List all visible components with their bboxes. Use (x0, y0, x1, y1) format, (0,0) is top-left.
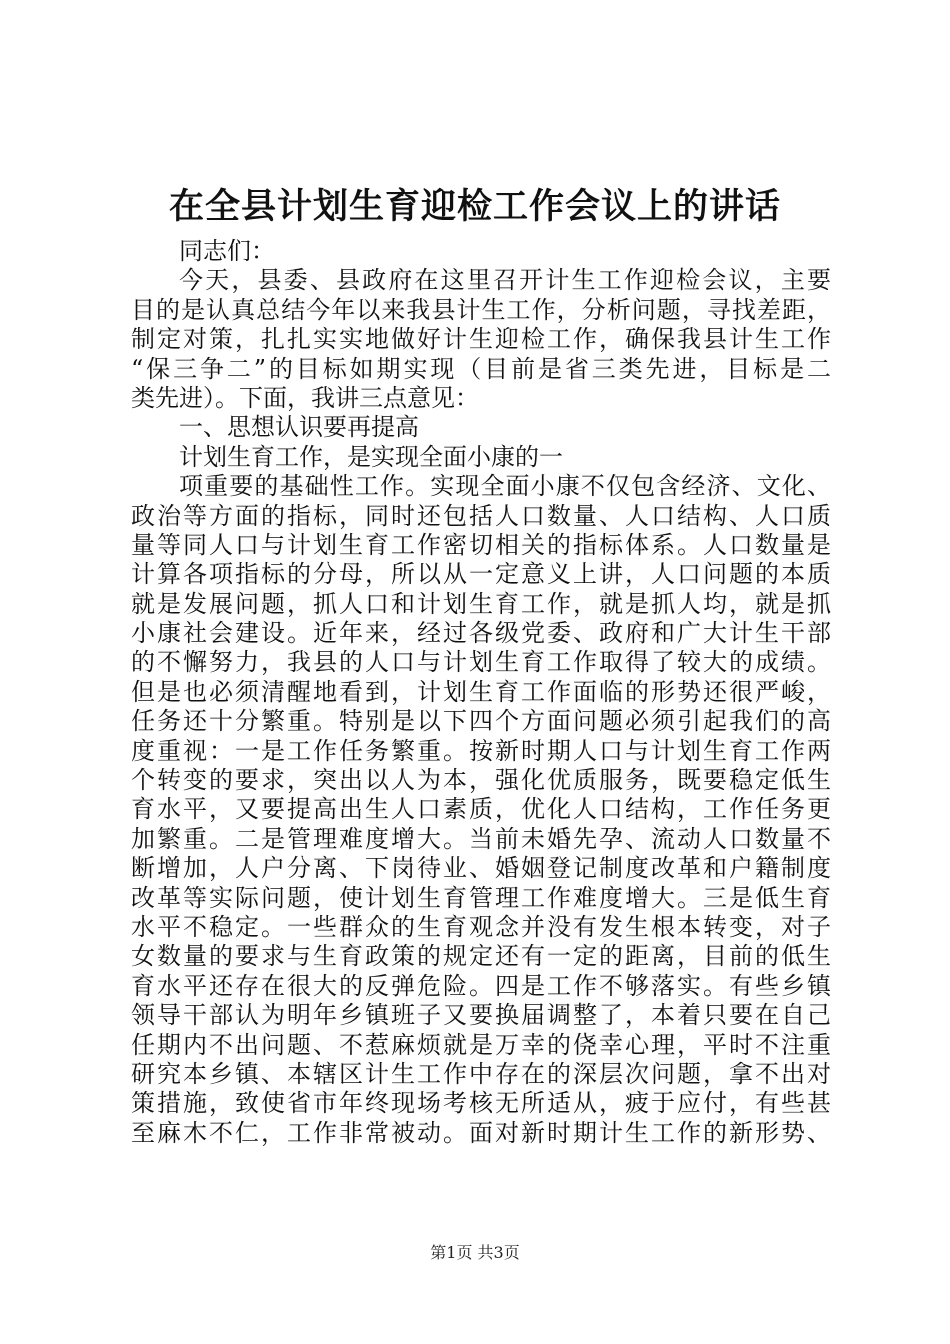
body-line: 目的是认真总结今年以来我县计生工作，分析问题，寻找差距， (131, 295, 831, 324)
body-line: 计划生育工作，是实现全面小康的一 (179, 442, 563, 471)
body-line: 任期内不出问题、不惹麻烦就是万幸的侥幸心理，平时不注重 (131, 1030, 831, 1059)
body-line: 育水平还存在很大的反弹危险。四是工作不够落实。有些乡镇 (131, 971, 831, 1000)
body-line: 度重视：一是工作任务繁重。按新时期人口与计划生育工作两 (131, 736, 831, 765)
body-line: 任务还十分繁重。特别是以下四个方面问题必须引起我们的高 (131, 707, 831, 736)
body-line: 女数量的要求与生育政策的规定还有一定的距离，目前的低生 (131, 942, 831, 971)
body-line: 水平不稳定。一些群众的生育观念并没有发生根本转变，对子 (131, 912, 831, 941)
body-line: 的不懈努力，我县的人口与计划生育工作取得了较大的成绩。 (131, 648, 831, 677)
document-title: 在全县计划生育迎检工作会议上的讲话 (168, 186, 781, 227)
body-line: 策措施，致使省市年终现场考核无所适从，疲于应付，有些甚 (131, 1089, 831, 1118)
document-body (131, 237, 831, 1148)
body-line: “保三争二”的目标如期实现（目前是省三类先进，目标是二 (131, 354, 831, 383)
body-line: 计算各项指标的分母，所以从一定意义上讲，人口问题的本质 (131, 560, 831, 589)
body-line: 研究本乡镇、本辖区计生工作中存在的深层次问题，拿不出对 (131, 1059, 831, 1088)
body-line: 断增加，人户分离、下岗待业、婚姻登记制度改革和户籍制度 (131, 854, 831, 883)
body-line: 项重要的基础性工作。实现全面小康不仅包含经济、文化、 (179, 472, 831, 501)
body-line: 今天，县委、县政府在这里召开计生工作迎检会议，主要 (179, 266, 831, 295)
body-line: 个转变的要求，突出以人为本，强化优质服务，既要稳定低生 (131, 766, 831, 795)
body-line: 至麻木不仁，工作非常被动。面对新时期计生工作的新形势、 (131, 1118, 831, 1147)
body-line: 小康社会建设。近年来，经过各级党委、政府和广大计生干部 (131, 619, 831, 648)
body-line: 同志们： (179, 237, 275, 265)
body-line: 制定对策，扎扎实实地做好计生迎检工作，确保我县计生工作 (131, 325, 831, 354)
body-line: 就是发展问题，抓人口和计划生育工作，就是抓人均，就是抓 (131, 589, 831, 618)
page-footer: 第1页 共3页 (430, 1243, 520, 1262)
body-line: 领导干部认为明年乡镇班子又要换届调整了，本着只要在自己 (131, 1001, 831, 1030)
body-line: 一、思想认识要再提高 (179, 413, 419, 442)
body-line: 加繁重。二是管理难度增大。当前未婚先孕、流动人口数量不 (131, 824, 831, 853)
body-line: 育水平，又要提高出生人口素质，优化人口结构，工作任务更 (131, 795, 831, 824)
body-line: 但是也必须清醒地看到，计划生育工作面临的形势还很严峻， (131, 677, 831, 706)
body-line: 类先进）。下面，我讲三点意见： (131, 383, 479, 412)
body-line: 改革等实际问题，使计划生育管理工作难度增大。三是低生育 (131, 883, 831, 912)
body-line: 政治等方面的指标，同时还包括人口数量、人口结构、人口质 (131, 501, 831, 530)
body-line: 量等同人口与计划生育工作密切相关的指标体系。人口数量是 (131, 530, 831, 559)
